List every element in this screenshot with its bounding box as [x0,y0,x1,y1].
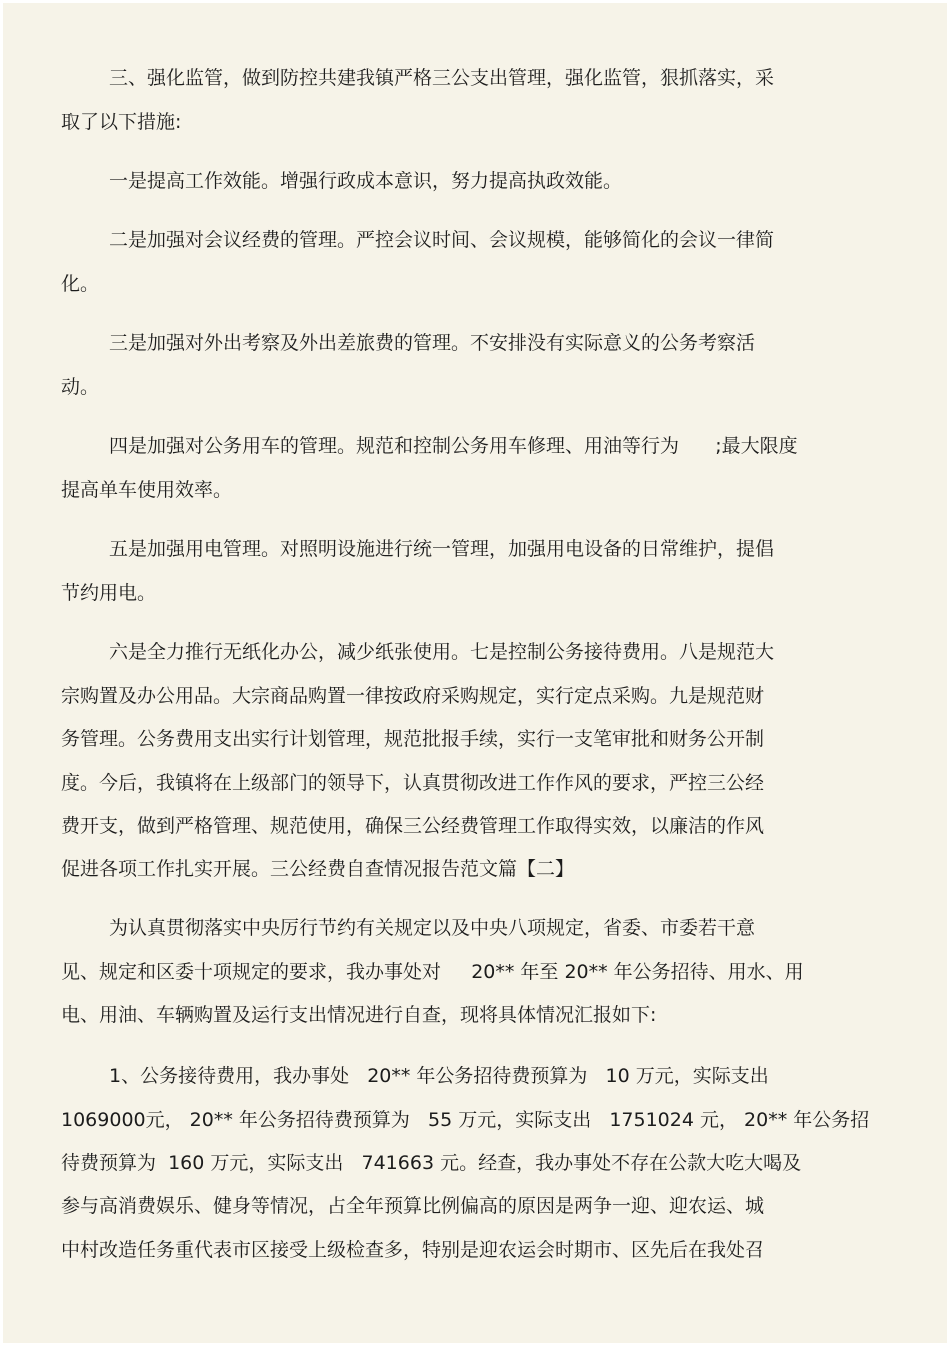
text-line: 六是全力推行无纸化办公，减少纸张使用。七是控制公务接待费用。八是规范大 [109,641,775,663]
text-line: 参与高消费娱乐、健身等情况，占全年预算比例偏高的原因是两争一迎、迎农运、城 [61,1195,765,1217]
text-line: 宗购置及办公用品。大宗商品购置一律按政府采购规定，实行定点采购。九是规范财 [61,685,765,707]
text-line: 务管理。公务费用支出实行计划管理，规范批报手续，实行一支笔审批和财务公开制 [61,728,765,750]
text-line: 四是加强对公务用车的管理。规范和控制公务用车修理、用油等行为 ;最大限度 [109,435,798,457]
text-line: 见、规定和区委十项规定的要求，我办事处对 20** 年至 20** 年公务招待、用水、用 [61,961,804,983]
text-line: 五是加强用电管理。对照明设施进行统一管理，加强用电设备的日常维护，提倡 [109,538,775,560]
text-line: 取了以下措施: [61,111,182,133]
text-line: 待费预算为 160 万元，实际支出 741663 元。经查，我办事处不存在公款大吃大喝及 [61,1152,802,1174]
text-line: 为认真贯彻落实中央厉行节约有关规定以及中央八项规定，省委、市委若干意 [109,917,756,939]
text-line: 度。今后，我镇将在上级部门的领导下，认真贯彻改进工作作风的要求，严控三公经 [61,772,765,794]
text-line: 提高单车使用效率。 [61,479,233,501]
text-line: 三是加强对外出考察及外出差旅费的管理。不安排没有实际意义的公务考察活 [109,332,756,354]
text-line: 中村改造任务重代表市区接受上级检查多，特别是迎农运会时期市、区先后在我处召 [61,1239,765,1261]
text-line: 1、公务接待费用，我办事处 20** 年公务招待费预算为 10 万元，实际支出 [109,1065,769,1087]
text-line: 三、强化监管，做到防控共建我镇严格三公支出管理，强化监管，狠抓落实，采 [109,67,775,89]
text-line: 1069000元， 20** 年公务招待费预算为 55 万元，实际支出 1751024 元， 20** 年公务招 [61,1109,870,1131]
text-line: 动。 [61,376,100,398]
text-line: 二是加强对会议经费的管理。严控会议时间、会议规模，能够简化的会议一律简 [109,229,775,251]
text-line: 费开支，做到严格管理、规范使用，确保三公经费管理工作取得实效，以廉洁的作风 [61,815,765,837]
text-line: 一是提高工作效能。增强行政成本意识，努力提高执政效能。 [109,170,623,192]
text-line: 节约用电。 [61,582,157,604]
document-page [3,3,947,1343]
text-line: 促进各项工作扎实开展。三公经费自查情况报告范文篇【二】 [61,858,575,880]
text-line: 电、用油、车辆购置及运行支出情况进行自查，现将具体情况汇报如下: [61,1004,657,1026]
text-line: 化。 [61,273,100,295]
